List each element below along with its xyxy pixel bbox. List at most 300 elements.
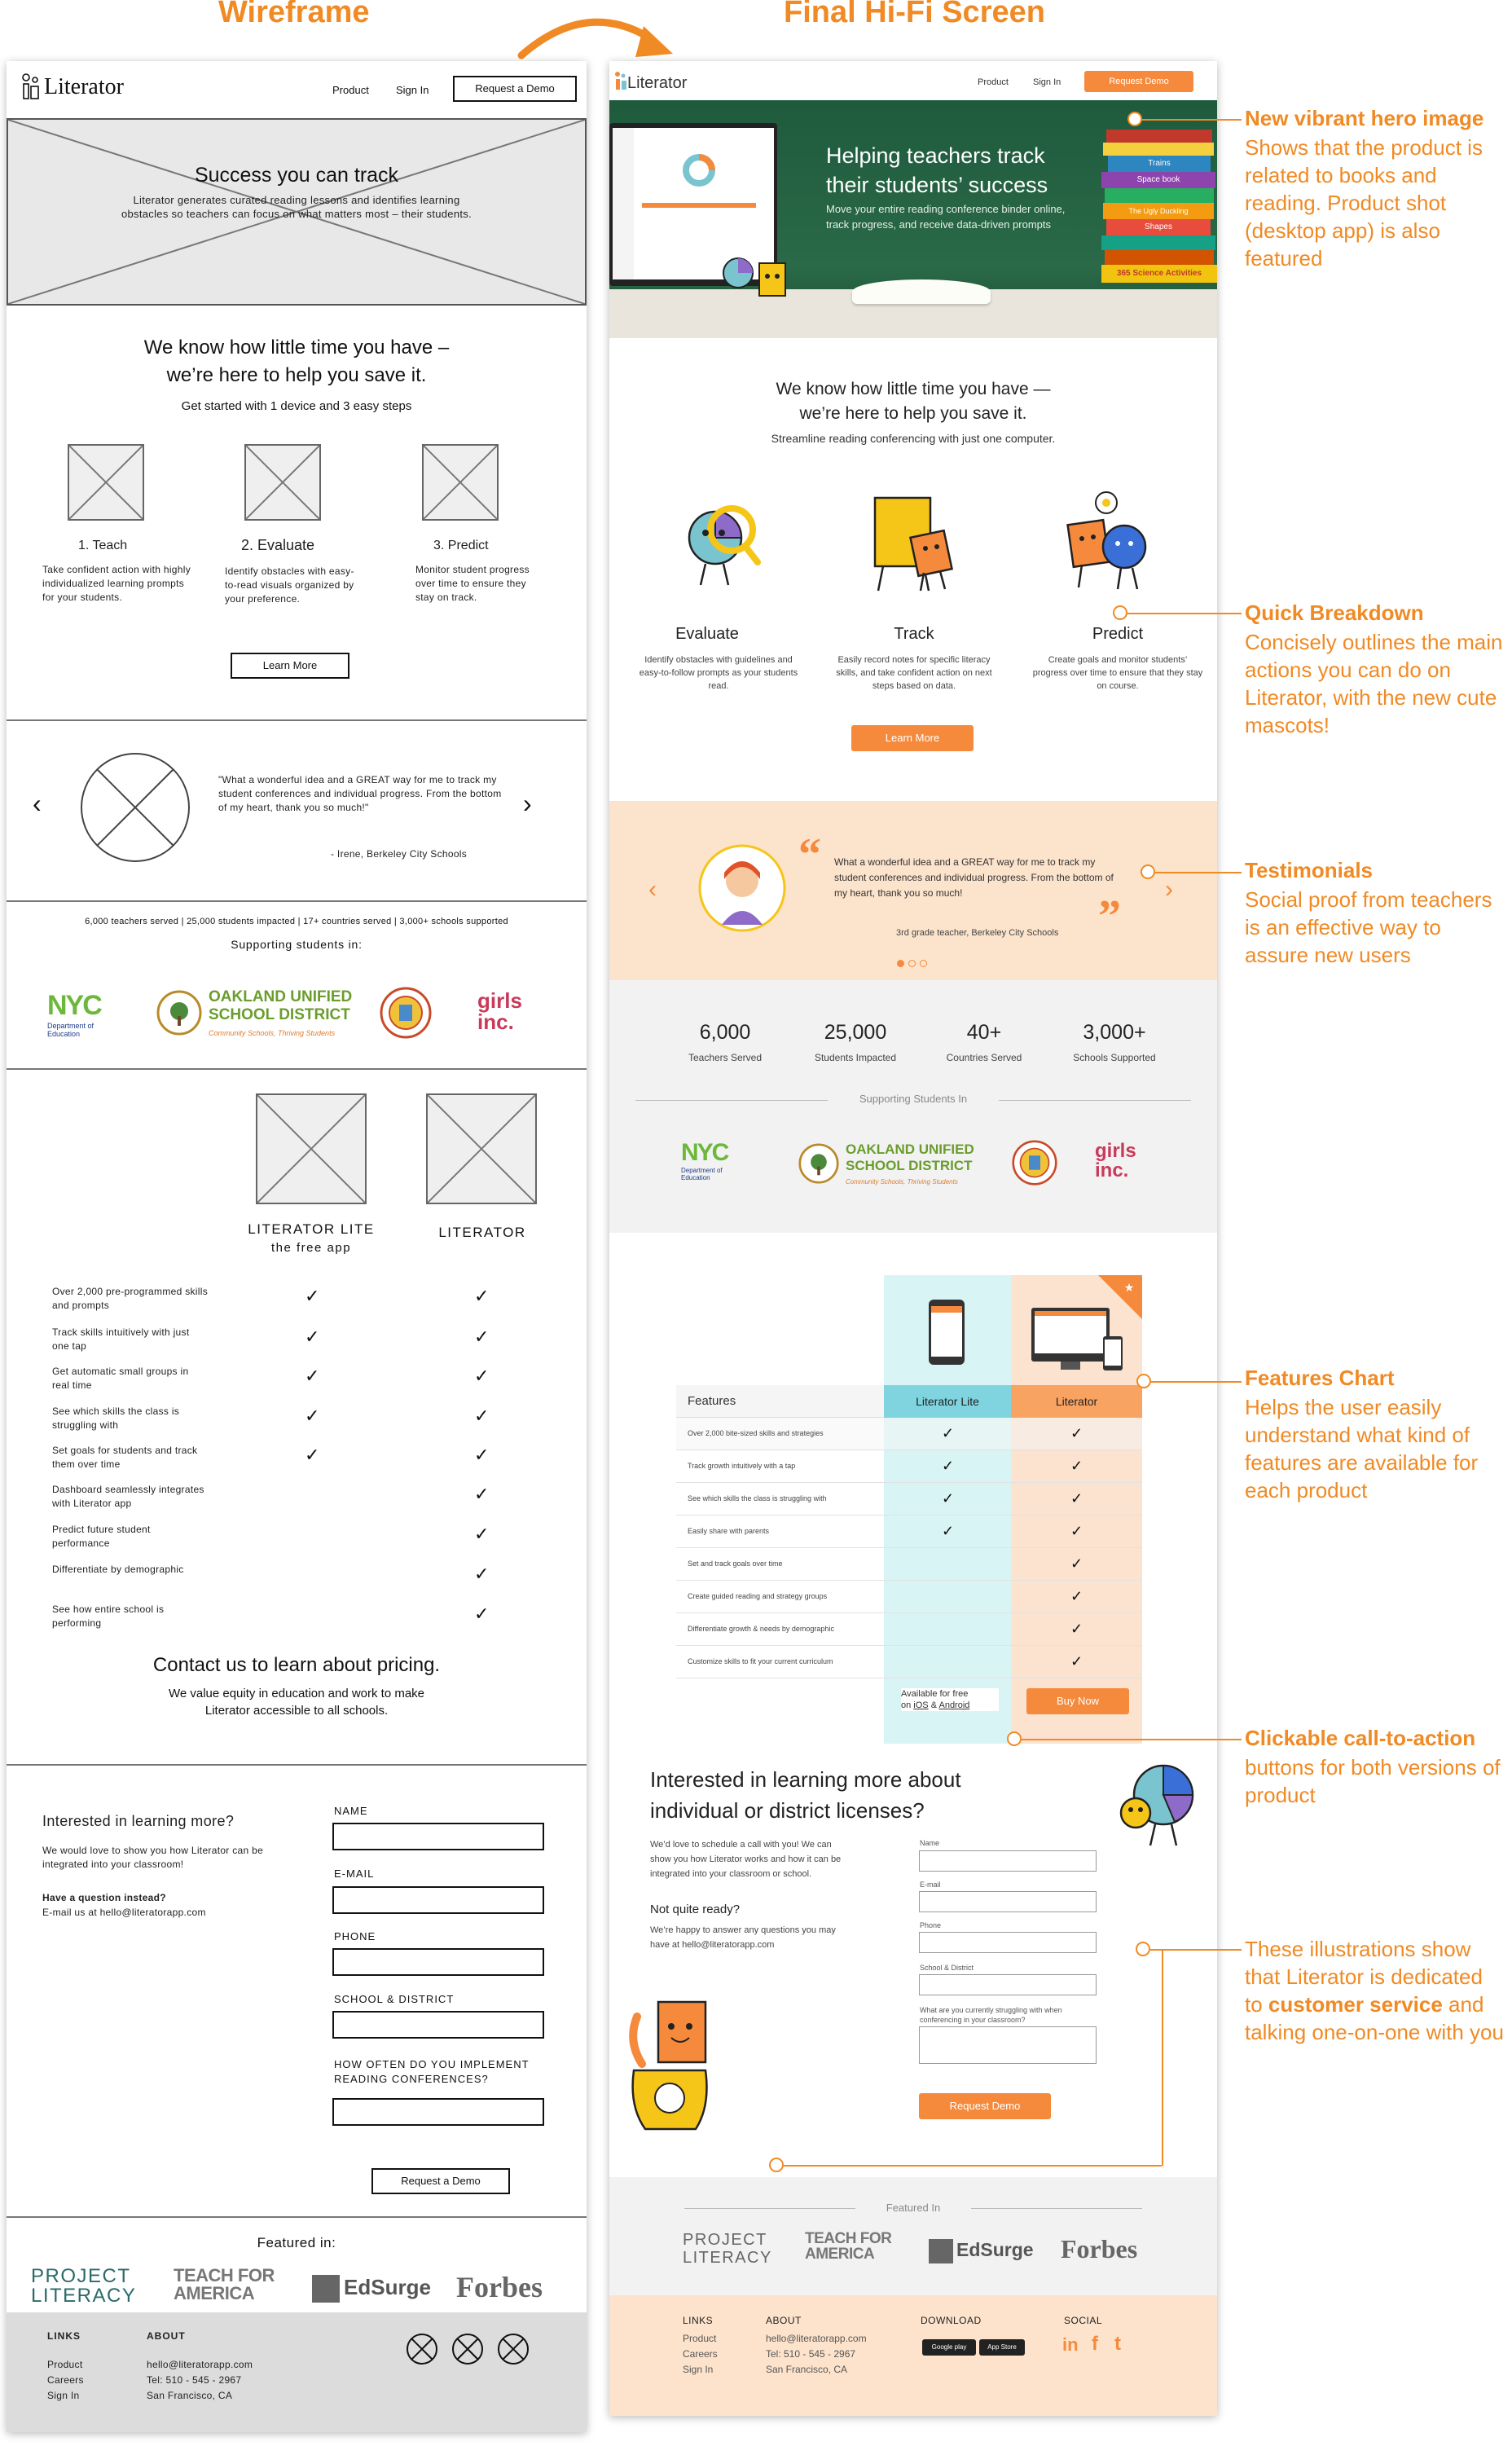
hf-feature-check-full-4: ✓ [1070, 1523, 1083, 1539]
twitter-icon[interactable]: t [1114, 2333, 1121, 2355]
wf-girls-inc-logo [477, 990, 522, 1032]
annotation-features-title: Features Chart [1245, 1366, 1395, 1390]
hf-stat-schools-label: Schools Supported [1073, 1052, 1156, 1063]
wf-project-literacy-logo: PROJECT LITERACY [31, 2265, 137, 2307]
annotation-illustrations-line-top [1150, 1949, 1242, 1951]
hf-feature-label-5: Set and track goals over time [688, 1560, 783, 1568]
wf-feature-label-2: Track skills intuitively with just one tap [52, 1326, 190, 1352]
wf-footer-about-phone: Tel: 510 - 545 - 2967 [147, 2374, 242, 2386]
wf-intro-title [7, 334, 587, 389]
wf-nyc-logo [47, 990, 101, 1038]
wf-footer-about-location: San Francisco, CA [147, 2390, 233, 2401]
hf-track-mascot-icon [867, 491, 965, 597]
facebook-icon[interactable]: f [1092, 2333, 1098, 2355]
hf-step-track-body: Easily record notes for specific literacy skills, and take confident action on next steps based on data. [836, 655, 992, 691]
hf-stat-countries-value: 40+ [966, 1021, 1002, 1044]
hf-features-header: Features [688, 1394, 736, 1408]
hf-evaluate-mascot-icon [668, 497, 766, 595]
wf-divider-1 [7, 719, 587, 721]
hf-feature-row-8 [676, 1646, 1142, 1678]
hf-quote-close-icon: ” [1098, 891, 1121, 942]
hf-android-link[interactable]: Android [938, 1700, 970, 1710]
hf-chart-mascot-icon [1114, 1756, 1212, 1854]
hf-footer-download-title: DOWNLOAD [921, 2315, 982, 2326]
hf-hero-book-stack [1101, 130, 1217, 289]
hf-book-shapes: Shapes [1106, 219, 1211, 235]
annotation-features-dot [1136, 1374, 1151, 1388]
hf-hero-title [826, 141, 1048, 200]
wf-nav [7, 61, 587, 118]
wf-feature-label-1: Over 2,000 pre-programmed skills and prompts [52, 1286, 208, 1311]
hf-hero-screen-donut-icon [681, 152, 717, 188]
wf-frequency-label: HOW OFTEN DO YOU IMPLEMENT READING CONFERENCES? [334, 2058, 530, 2085]
hf-stat-students-label: Students Impacted [814, 1052, 897, 1063]
wf-email-label: E-MAIL [334, 1867, 375, 1880]
hf-la-seal-icon [1012, 1140, 1057, 1186]
hf-featured [609, 2177, 1217, 2295]
hf-feature-check-full-7: ✓ [1070, 1621, 1083, 1637]
hf-school-label: School & District [920, 1964, 974, 1972]
hf-lite-phone-screen [931, 1306, 962, 1357]
hf-available-amp: & [928, 1700, 939, 1710]
hf-hero-title-line2: their students’ success [826, 173, 1048, 197]
wf-contact-body: We would love to show you how Literator can be integrated into your classroom! [42, 1845, 264, 1870]
wf-hero-body: Literator generates curated reading lessons and identifies learning obstacles so teachers can focus on what matters most – their students. [121, 194, 472, 220]
hf-full-desktop-header [1035, 1311, 1106, 1316]
wf-step-teach-body: Take confident action with highly individualized learning prompts for your students. [42, 564, 191, 603]
wf-footer [7, 2312, 587, 2432]
wf-name-label: NAME [334, 1805, 368, 1817]
annotation-illustrations-vline [1162, 1949, 1163, 2166]
hf-name-input[interactable] [919, 1850, 1097, 1872]
wireframe-heading: Wireframe [218, 0, 370, 29]
wf-intro-title-line1: We know how little time you have – [143, 337, 450, 359]
hf-feature-label-4: Easily share with parents [688, 1527, 770, 1535]
hf-hero-body [826, 201, 1065, 232]
hf-carousel-dot-2[interactable] [908, 960, 916, 967]
hf-testimonial-quote: What a wonderful idea and a GREAT way for me to track my student conferences and individual progress. From the bottom of my heart, thank you so much! [834, 856, 1114, 899]
hf-intro-title-line2: we’re here to help you save it. [799, 404, 1027, 423]
hf-nav-product[interactable]: Product [978, 77, 1009, 87]
annotation-testimonials-body: Social proof from teachers is an effective way to assure new users [1245, 887, 1492, 967]
hf-step-track-title: Track [894, 625, 934, 643]
hf-name-label: Name [920, 1839, 940, 1847]
hf-edsurge-icon [929, 2239, 953, 2263]
hf-request-demo-button[interactable]: Request Demo [1084, 71, 1193, 92]
hf-hero [609, 100, 1217, 338]
wf-full-title: LITERATOR [438, 1225, 526, 1240]
hf-stat-teachers-label: Teachers Served [688, 1052, 763, 1063]
hf-feature-row-3 [676, 1483, 1142, 1516]
wf-pricing-title: Contact us to learn about pricing. [152, 1654, 441, 1676]
wf-phone-label: PHONE [334, 1930, 376, 1942]
wf-feature-label-3: Get automatic small groups in real time [52, 1366, 189, 1391]
hf-feature-row-6 [676, 1581, 1142, 1613]
wf-school-label: SCHOOL & DISTRICT [334, 1993, 455, 2005]
annotation-breakdown-body: Concisely outlines the main actions you can do on Literator, with the new cute mascots! [1245, 630, 1503, 737]
hf-book-trains: Trains [1108, 156, 1211, 172]
hf-phone-mascot-icon [626, 1992, 740, 2139]
wf-intro-subtitle: Get started with 1 device and 3 easy steps [181, 399, 412, 413]
hf-contact-title [650, 1764, 961, 1826]
wf-divider-3 [7, 1068, 587, 1070]
transition-arrow-icon [513, 7, 692, 64]
wf-full-image [426, 1093, 537, 1204]
wf-check-lite-3: ✓ [305, 1366, 320, 1386]
hf-ios-link[interactable]: iOS [913, 1700, 929, 1710]
wf-feature-label-4: See which skills the class is struggling with [52, 1406, 180, 1431]
hf-feature-label-6: Create guided reading and strategy groups [688, 1592, 828, 1600]
hf-footer-about-phone: Tel: 510 - 545 - 2967 [766, 2348, 856, 2360]
hf-feature-check-full-2: ✓ [1070, 1458, 1083, 1474]
hf-feature-check-full-8: ✓ [1070, 1653, 1083, 1670]
wf-logo-icon [21, 73, 41, 100]
hf-girls-inc-logo [1095, 1142, 1136, 1181]
hf-phone-label: Phone [920, 1921, 942, 1929]
wf-check-full-1: ✓ [474, 1286, 490, 1306]
hf-teacher-avatar-icon [697, 843, 787, 933]
annotation-cta-dot [1007, 1731, 1022, 1746]
hf-nyc-sub2: Education [681, 1174, 710, 1181]
hf-feature-check-lite-3: ✓ [942, 1490, 955, 1507]
hf-intro-subtitle: Streamline reading conferencing with just one computer. [771, 432, 1056, 445]
wf-oakland-logo [209, 988, 352, 1042]
wf-check-lite-5: ✓ [305, 1445, 320, 1465]
wf-step-predict-image [422, 444, 499, 521]
annotation-features-line [1151, 1381, 1242, 1383]
wf-footer-about-email: hello@literatorapp.com [147, 2359, 253, 2370]
hf-email-input[interactable] [919, 1891, 1097, 1912]
wf-oakland-line1: OAKLAND UNIFIED [209, 988, 353, 1005]
hf-phone-input[interactable] [919, 1932, 1097, 1953]
wf-forbes-logo: Forbes [456, 2271, 543, 2303]
wf-check-lite-4: ✓ [305, 1406, 320, 1426]
wf-testimonial-avatar-icon [80, 752, 191, 863]
hf-email-label: E-mail [920, 1881, 941, 1889]
wf-check-full-4: ✓ [474, 1406, 490, 1426]
hf-step-predict-title: Predict [1092, 625, 1144, 643]
wf-featured-title: Featured in: [257, 2235, 336, 2250]
wf-nyc-sub2: Education [47, 1030, 81, 1038]
hf-nyc-mark: NYC [681, 1139, 728, 1166]
hf-footer-link-signin[interactable]: Sign In [683, 2364, 714, 2375]
hf-feature-label-8: Customize skills to fit your current curriculum [688, 1657, 833, 1665]
annotation-illustrations-body [1245, 1935, 1505, 2046]
hf-school-input[interactable] [919, 1974, 1097, 1995]
wf-school-input[interactable] [332, 2011, 544, 2039]
linkedin-icon[interactable]: in [1062, 2334, 1079, 2355]
wf-divider-4 [7, 1764, 587, 1766]
hf-testimonial-next-icon[interactable]: › [1165, 876, 1173, 903]
wf-email-input[interactable] [332, 1886, 544, 1914]
wf-step-teach-title: 1. Teach [78, 539, 128, 552]
hf-premium-ribbon-icon [1098, 1275, 1142, 1319]
hf-testimonial [609, 801, 1217, 980]
annotation-illustrations-dot-top [1136, 1942, 1150, 1956]
annotation-testimonials-title: Testimonials [1245, 858, 1374, 882]
hf-step-evaluate-title: Evaluate [675, 625, 739, 643]
hf-book-space: Space book [1101, 172, 1215, 188]
annotation-testimonials-line [1155, 872, 1242, 873]
hf-stats [609, 980, 1217, 1233]
hf-available-line1: Available for free [901, 1689, 969, 1699]
hf-feature-row-1 [676, 1418, 1142, 1450]
hf-nyc-logo [681, 1139, 727, 1181]
wf-step-predict-body: Monitor student progress over time to ensure they stay on track. [415, 564, 530, 603]
wf-lite-title [236, 1221, 386, 1255]
hf-lite-phone-image [929, 1300, 965, 1365]
hf-contact-body: We’d love to schedule a call with you! We can show you how Literator works and how it can be integrated into your classroom or school. [650, 1840, 842, 1879]
wf-footer-link-signin[interactable]: Sign In [47, 2390, 80, 2401]
hf-premium-star: ★ [1123, 1282, 1135, 1295]
wf-feature-label-6: Dashboard seamlessly integrates with Literator app [52, 1484, 204, 1509]
hf-testimonial-author: 3rd grade teacher, Berkeley City Schools [896, 928, 1059, 938]
wf-nyc-sub1: Department of [47, 1022, 94, 1030]
annotation-hero-title: New vibrant hero image [1245, 106, 1484, 130]
hf-supporting-label: Supporting Students In [859, 1093, 968, 1105]
wf-teach-for-america-logo: TEACH FOR AMERICA [174, 2265, 275, 2303]
hf-stat-countries-label: Countries Served [946, 1052, 1022, 1063]
hf-footer-link-product[interactable]: Product [683, 2333, 717, 2344]
wf-supporting-label: Supporting students in: [231, 938, 363, 951]
wf-divider-5 [7, 2216, 587, 2218]
wf-oakland-line2: SCHOOL DISTRICT [209, 1006, 350, 1023]
hf-book-ugly-duckling: The Ugly Duckling [1103, 203, 1214, 219]
annotation-illustrations-dot-bottom [769, 2158, 784, 2172]
hf-contact-title-line1: Interested in learning more about [650, 1767, 961, 1792]
hf-oakland-logo [846, 1142, 974, 1190]
hf-edsurge-logo: EdSurge [956, 2239, 1034, 2260]
wf-la-seal-icon [380, 987, 432, 1039]
wf-testimonial-quote: "What a wonderful idea and a GREAT way for me to track my student conferences and individual progress. From the bottom of my heart, thank you so much!" [218, 774, 502, 813]
hf-feature-check-full-1: ✓ [1070, 1425, 1083, 1441]
hf-feature-check-full-6: ✓ [1070, 1588, 1083, 1604]
hf-footer-links-title: LINKS [683, 2315, 714, 2326]
hf-lite-phone-header [931, 1306, 962, 1313]
wf-footer-link-product[interactable]: Product [47, 2359, 83, 2370]
hf-featured-rule-right [971, 2208, 1142, 2209]
wf-nyc-mark: NYC [47, 990, 101, 1021]
wf-social-placeholder-icon-3[interactable] [497, 2333, 530, 2365]
hf-feature-label-3: See which skills the class is struggling with [688, 1494, 827, 1502]
hf-full-phone-screen [1105, 1340, 1121, 1366]
wf-testimonial-prev-icon[interactable]: ‹ [33, 789, 42, 818]
wf-oakland-tagline: Community Schools, Thriving Students [209, 1029, 336, 1037]
wf-lite-title-text: LITERATOR LITE [248, 1221, 375, 1237]
annotation-cta-title: Clickable call-to-action [1245, 1726, 1476, 1750]
hf-project-literacy-logo: PROJECT LITERACY [683, 2231, 772, 2267]
annotation-cta-body: buttons for both versions of product [1245, 1755, 1501, 1807]
hf-feature-check-lite-4: ✓ [942, 1523, 955, 1539]
hf-logo[interactable]: Literator [627, 74, 688, 92]
wf-lite-image [256, 1093, 367, 1204]
wf-learn-more-button[interactable]: Learn More [231, 653, 349, 679]
hf-intro-title [609, 377, 1217, 426]
annotation-cta-line [1022, 1739, 1242, 1740]
hf-oakland-line2: SCHOOL DISTRICT [846, 1158, 973, 1173]
hf-lite-header: Literator Lite [884, 1385, 1011, 1418]
hf-contact-question-body: We’re happy to answer any questions you may have at hello@literatorapp.com [650, 1925, 836, 1950]
hf-oakland-tagline: Community Schools, Thriving Students [846, 1178, 958, 1186]
wf-nav-signin[interactable]: Sign In [396, 84, 429, 96]
annotation-hero-dot [1127, 112, 1142, 126]
wf-footer-link-careers[interactable]: Careers [47, 2374, 84, 2386]
hf-feature-check-lite-2: ✓ [942, 1458, 955, 1474]
wf-feature-label-7: Predict future student performance [52, 1524, 151, 1549]
wf-step-evaluate-title: 2. Evaluate [241, 537, 315, 553]
annotation-breakdown-line [1127, 613, 1242, 614]
wf-check-full-7: ✓ [474, 1524, 490, 1544]
wf-feature-label-9: See how entire school is performing [52, 1604, 165, 1629]
hf-full-phone-image [1103, 1336, 1123, 1370]
hf-footer [609, 2295, 1217, 2416]
hf-request-demo-submit[interactable]: Request Demo [919, 2093, 1051, 2119]
hf-stat-schools-value: 3,000+ [1083, 1021, 1146, 1044]
wf-logo[interactable]: Literator [44, 74, 124, 99]
wf-testimonial-next-icon[interactable]: › [523, 789, 532, 818]
wf-edsurge-logo: EdSurge [344, 2275, 431, 2299]
wf-edsurge-icon [312, 2275, 340, 2303]
hf-book-science: 365 Science Activities [1101, 265, 1217, 283]
hf-hero-open-book [852, 279, 991, 304]
annotation-hero-line [1142, 119, 1242, 121]
hf-intro-title-line1: We know how little time you have — [776, 380, 1051, 398]
wf-footer-links-title: LINKS [47, 2330, 81, 2342]
hf-footer-about-email: hello@literatorapp.com [766, 2333, 867, 2344]
hf-feature-check-full-5: ✓ [1070, 1555, 1083, 1572]
wf-lite-subtitle: the free app [270, 1241, 352, 1255]
wf-check-lite-2: ✓ [305, 1326, 320, 1347]
annotation-hero-body: Shows that the product is related to books and reading. Product shot (desktop app) is also featured [1245, 135, 1483, 271]
hf-featured-rule-left [684, 2208, 855, 2209]
wf-nav-product[interactable]: Product [332, 84, 369, 96]
hf-supporting-rule-right [999, 1100, 1191, 1101]
wf-request-demo-submit[interactable]: Request a Demo [371, 2168, 510, 2194]
wf-stats-line: 6,000 teachers served | 25,000 students impacted | 17+ countries served | 3,000+ schools supported [85, 917, 508, 926]
hf-teach-for-america-logo: TEACH FOR AMERICA [805, 2230, 892, 2263]
hf-feature-label-2: Track growth intuitively with a tap [688, 1462, 796, 1470]
hf-carousel-dot-3[interactable] [920, 960, 927, 967]
wf-oakland-seal-icon [156, 990, 202, 1036]
wf-contact-question: Have a question instead? [42, 1892, 166, 1903]
annotation-illustrations-line-bottom [784, 2165, 1162, 2167]
wf-testimonial-author: - Irene, Berkeley City Schools [331, 848, 468, 860]
hf-buy-now-button[interactable]: Buy Now [1026, 1688, 1129, 1714]
wf-step-predict-title: 3. Predict [433, 539, 489, 552]
wf-step-evaluate-image [244, 444, 321, 521]
wf-phone-input[interactable] [332, 1948, 544, 1976]
hifi-heading: Final Hi-Fi Screen [784, 0, 1045, 29]
wf-contact-title: Interested in learning more? [42, 1813, 235, 1829]
hf-full-desktop-screen [1035, 1311, 1106, 1353]
hf-feature-check-lite-1: ✓ [942, 1425, 955, 1441]
wf-check-full-9: ✓ [474, 1604, 490, 1624]
wf-girls-line1: girls [477, 988, 522, 1013]
wf-divider-2 [7, 900, 587, 902]
wf-girls-line2: inc. [477, 1010, 514, 1034]
hf-forbes-logo: Forbes [1061, 2234, 1138, 2263]
annotation-features-body: Helps the user easily understand what kind of features are available for each product [1245, 1395, 1479, 1502]
hf-hero-title-line1: Helping teachers track [826, 143, 1045, 168]
hf-quote-open-icon: “ [798, 829, 821, 880]
hf-feature-row-5 [676, 1548, 1142, 1581]
wf-social-placeholder-icon-2[interactable] [451, 2333, 484, 2365]
wf-check-full-3: ✓ [474, 1366, 490, 1386]
hf-contact-question: Not quite ready? [650, 1903, 741, 1916]
wf-pricing-body-line1: We value equity in education and work to make [168, 1687, 425, 1700]
hf-learn-more-button[interactable]: Learn More [851, 725, 974, 751]
hf-footer-link-careers[interactable]: Careers [683, 2348, 718, 2360]
hf-contact-title-line2: individual or district licenses? [650, 1798, 925, 1823]
wf-feature-label-5: Set goals for students and track them over time [52, 1445, 198, 1470]
hf-full-header: Literator [1011, 1385, 1142, 1418]
hf-hero-mascot-icon [720, 252, 793, 309]
wf-check-full-2: ✓ [474, 1326, 490, 1347]
hf-struggle-label: What are you currently struggling with when conferencing in your classroom? [920, 2006, 1062, 2024]
wf-hero [7, 118, 587, 306]
hf-carousel-dot-active[interactable] [897, 960, 904, 967]
hf-feature-row-4 [676, 1516, 1142, 1548]
wf-check-full-8: ✓ [474, 1564, 490, 1584]
hf-logo-icon [614, 71, 627, 90]
annotation-illustrations-bold: customer service [1268, 1992, 1443, 2017]
hf-stat-teachers-value: 6,000 [699, 1021, 751, 1044]
hf-featured-title: Featured In [886, 2202, 941, 2214]
hf-testimonial-prev-icon[interactable]: ‹ [648, 876, 657, 903]
hf-girls-line2: inc. [1095, 1159, 1129, 1181]
hifi-page [609, 61, 1217, 2416]
hf-hero-screen-sidebar [613, 128, 634, 279]
annotation-illustrations-part2: and talking one-on-one with you [1245, 1992, 1504, 2044]
hf-oakland-seal-icon [798, 1143, 839, 1184]
hf-google-play-badge[interactable]: Google play [922, 2339, 976, 2356]
annotation-breakdown-dot [1113, 605, 1127, 620]
wf-social-placeholder-icon-1[interactable] [406, 2333, 438, 2365]
wf-request-demo-button[interactable]: Request a Demo [453, 76, 577, 102]
annotation-breakdown-title: Quick Breakdown [1245, 601, 1424, 625]
wf-footer-about-title: ABOUT [147, 2330, 186, 2342]
wf-frequency-input[interactable] [332, 2098, 544, 2126]
hf-hero-screen-bar [642, 203, 756, 208]
wf-name-input[interactable] [332, 1823, 544, 1850]
hf-app-store-badge[interactable]: App Store [979, 2339, 1025, 2356]
hf-supporting-rule-left [635, 1100, 828, 1101]
hf-nav-signin[interactable]: Sign In [1033, 77, 1061, 87]
wf-check-full-5: ✓ [474, 1445, 490, 1465]
wf-pricing-body-line2: Literator accessible to all schools. [204, 1704, 389, 1718]
hf-footer-about-title: ABOUT [766, 2315, 802, 2326]
hf-predict-mascot-icon [1059, 486, 1157, 601]
wf-step-teach-image [68, 444, 144, 521]
hf-footer-about-location: San Francisco, CA [766, 2364, 848, 2375]
hf-girls-line1: girls [1095, 1140, 1136, 1162]
hf-step-evaluate-body: Identify obstacles with guidelines and easy-to-follow prompts as your students read. [639, 655, 798, 691]
wf-check-full-6: ✓ [474, 1484, 490, 1504]
hf-footer-social-title: SOCIAL [1064, 2315, 1103, 2326]
hf-feature-check-full-3: ✓ [1070, 1490, 1083, 1507]
hf-hero-body-line1: Move your entire reading conference binder online, [826, 203, 1066, 215]
hf-feature-row-7 [676, 1613, 1142, 1646]
hf-full-desktop-stand [1061, 1362, 1080, 1370]
hf-available-line2 [901, 1700, 999, 1711]
hf-struggle-input[interactable] [919, 2026, 1097, 2064]
wf-step-evaluate-body: Identify obstacles with easy-to-read visuals organized by your preference. [225, 565, 354, 605]
hf-feature-label-7: Differentiate growth & needs by demographic [688, 1625, 834, 1633]
wireframe-page [7, 61, 587, 2432]
hf-oakland-line1: OAKLAND UNIFIED [846, 1142, 974, 1157]
wf-pricing-body [7, 1685, 587, 1719]
wf-contact-email-line: E-mail us at hello@literatorapp.com [42, 1907, 206, 1918]
